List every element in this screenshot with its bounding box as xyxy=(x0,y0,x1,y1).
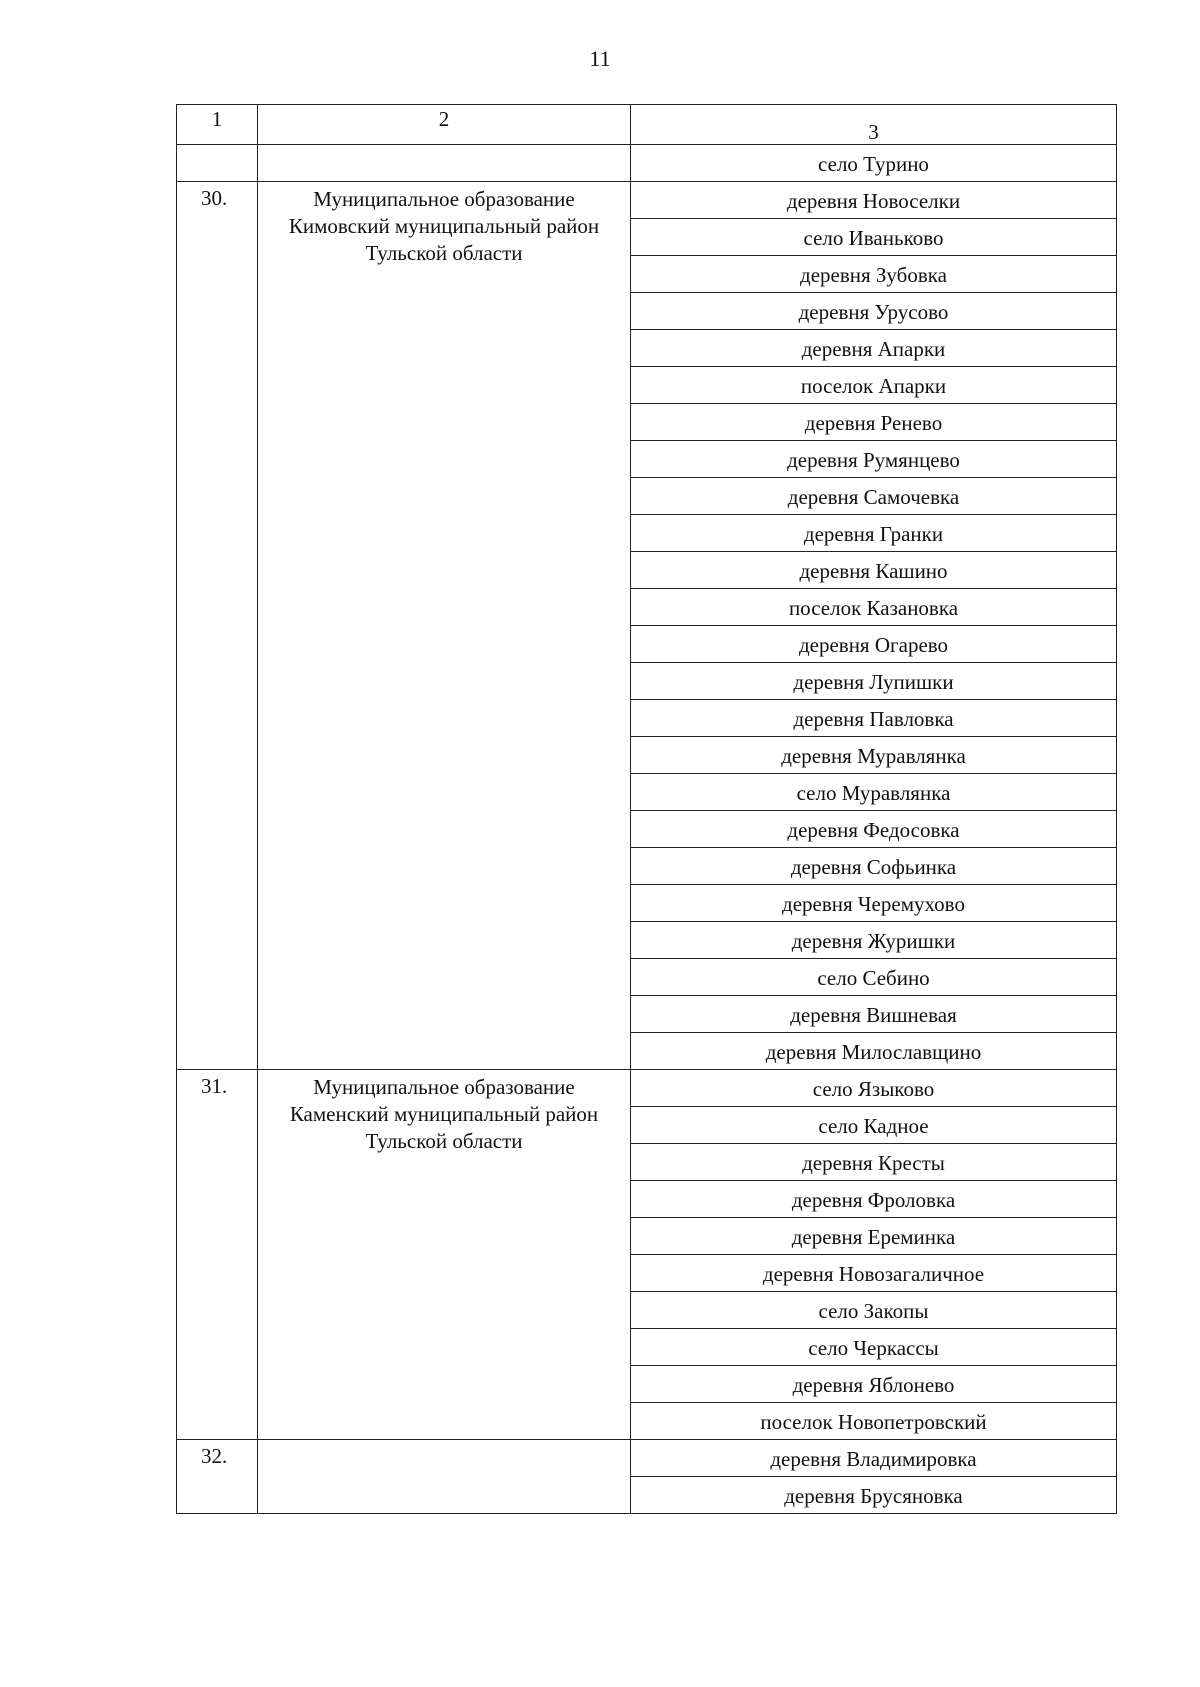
settlement-cell: деревня Вишневая xyxy=(631,996,1117,1033)
table-header-row xyxy=(177,105,1117,145)
settlements-table-body xyxy=(177,105,1117,1514)
municipality-name-cell xyxy=(258,145,631,182)
table-row xyxy=(177,145,1117,182)
settlement-cell: поселок Казановка xyxy=(631,589,1117,626)
settlement-cell: село Языково xyxy=(631,1070,1117,1107)
settlement-cell: деревня Зубовка xyxy=(631,256,1117,293)
settlement-cell: деревня Софьинка xyxy=(631,848,1117,885)
municipality-name-cell: Муниципальное образование Каменский муниципальный район Тульской области xyxy=(258,1070,631,1440)
settlement-cell: деревня Кашино xyxy=(631,552,1117,589)
table-row xyxy=(177,1070,1117,1107)
settlement-cell: село Муравлянка xyxy=(631,774,1117,811)
settlement-cell: деревня Румянцево xyxy=(631,441,1117,478)
settlement-cell: деревня Ереминка xyxy=(631,1218,1117,1255)
settlement-cell: деревня Павловка xyxy=(631,700,1117,737)
settlement-cell: деревня Гранки xyxy=(631,515,1117,552)
settlement-cell: деревня Огарево xyxy=(631,626,1117,663)
settlement-cell: деревня Милославщино xyxy=(631,1033,1117,1070)
settlement-cell: поселок Новопетровский xyxy=(631,1403,1117,1440)
settlements-table xyxy=(176,104,1117,1514)
settlement-cell: деревня Кресты xyxy=(631,1144,1117,1181)
settlement-cell: село Кадное xyxy=(631,1107,1117,1144)
municipality-name-cell: Муниципальное образование Кимовский муниципальный район Тульской области xyxy=(258,182,631,1070)
settlement-cell: деревня Лупишки xyxy=(631,663,1117,700)
settlement-cell: село Иваньково xyxy=(631,219,1117,256)
settlement-cell: село Турино xyxy=(631,145,1117,182)
column-header-3: 3 xyxy=(631,105,1117,145)
settlement-cell: село Закопы xyxy=(631,1292,1117,1329)
column-header-2: 2 xyxy=(258,105,631,145)
settlement-cell: деревня Новоселки xyxy=(631,182,1117,219)
settlement-cell: деревня Ренево xyxy=(631,404,1117,441)
settlement-cell: деревня Новозагаличное xyxy=(631,1255,1117,1292)
row-number-cell xyxy=(177,145,258,182)
settlement-cell: деревня Апарки xyxy=(631,330,1117,367)
settlement-cell: село Себино xyxy=(631,959,1117,996)
row-number-cell: 32. xyxy=(177,1440,258,1514)
settlement-cell: деревня Яблонево xyxy=(631,1366,1117,1403)
settlement-cell: деревня Муравлянка xyxy=(631,737,1117,774)
settlement-cell: деревня Урусово xyxy=(631,293,1117,330)
settlement-cell: деревня Черемухово xyxy=(631,885,1117,922)
settlement-cell: деревня Владимировка xyxy=(631,1440,1117,1477)
settlement-cell: деревня Журишки xyxy=(631,922,1117,959)
settlement-cell: село Черкассы xyxy=(631,1329,1117,1366)
table-row xyxy=(177,182,1117,219)
settlement-cell: деревня Фроловка xyxy=(631,1181,1117,1218)
settlement-cell: деревня Брусяновка xyxy=(631,1477,1117,1514)
page-number: 11 xyxy=(589,46,611,71)
row-number-cell: 30. xyxy=(177,182,258,1070)
settlement-cell: деревня Самочевка xyxy=(631,478,1117,515)
table-row xyxy=(177,1440,1117,1477)
settlement-cell: поселок Апарки xyxy=(631,367,1117,404)
column-header-1: 1 xyxy=(177,105,258,145)
settlement-cell: деревня Федосовка xyxy=(631,811,1117,848)
municipality-name-cell xyxy=(258,1440,631,1514)
row-number-cell: 31. xyxy=(177,1070,258,1440)
